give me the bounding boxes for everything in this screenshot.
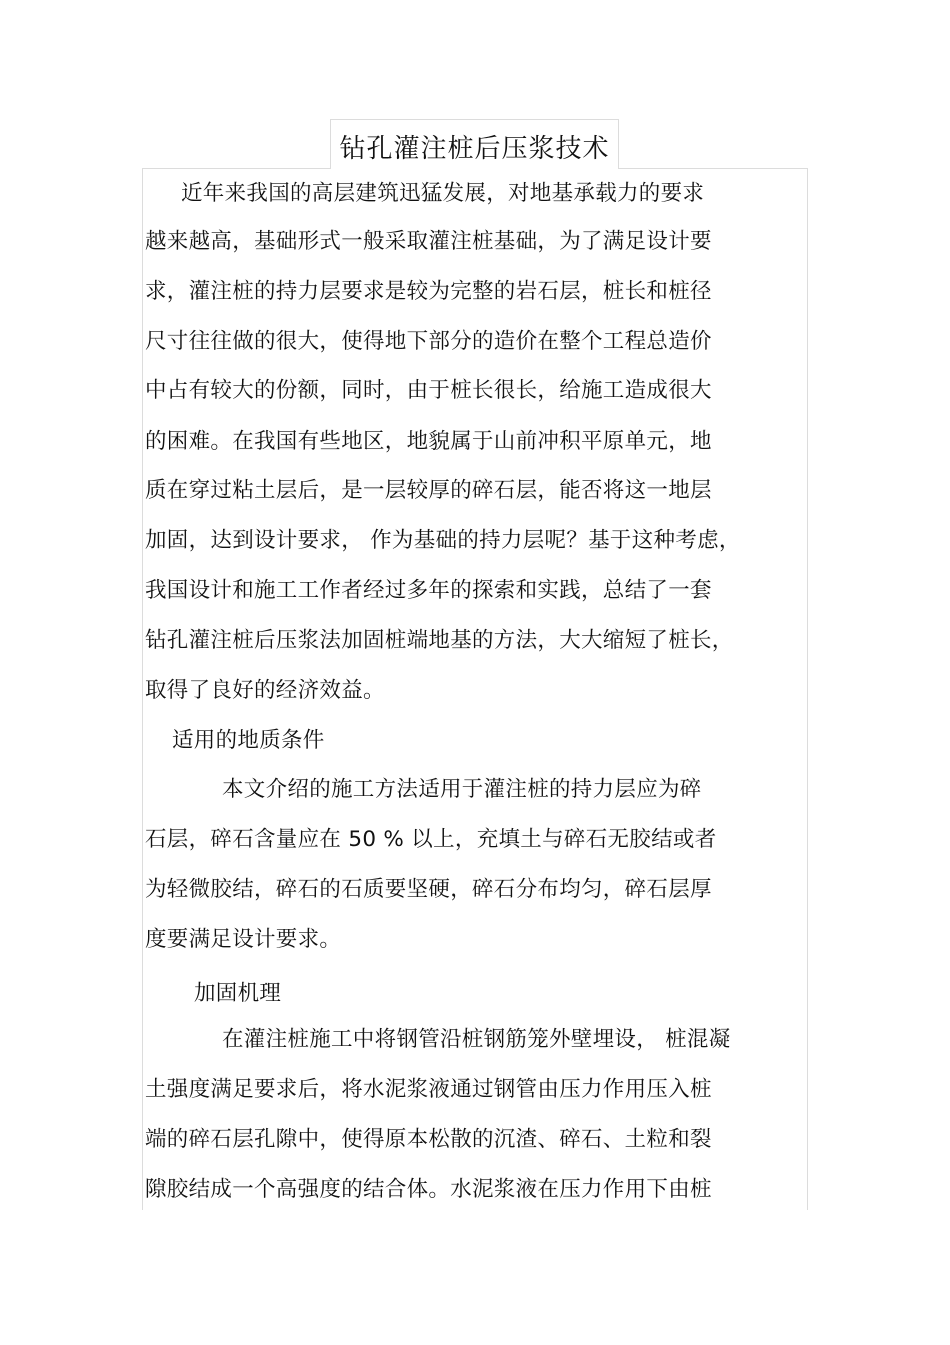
text-frame-right-border <box>807 168 808 1210</box>
document-title: 钻孔灌注桩后压浆技术 <box>339 134 610 164</box>
section-heading: 加固机理 <box>194 981 282 1006</box>
paragraph-line: 本文介绍的施工方法适用于灌注桩的持力层应为碎 <box>222 777 702 802</box>
paragraph-line: 近年来我国的高层建筑迅猛发展，对地基承载力的要求 <box>181 181 705 206</box>
text-frame-left-border <box>142 168 143 1210</box>
paragraph-line: 土强度满足要求后，将水泥浆液通过钢管由压力作用压入桩 <box>145 1077 712 1102</box>
paragraph-line: 尺寸往往做的很大，使得地下部分的造价在整个工程总造价 <box>145 329 712 354</box>
paragraph-line: 中占有较大的份额，同时，由于桩长很长，给施工造成很大 <box>145 378 712 403</box>
paragraph-line: 度要满足设计要求。 <box>145 927 342 952</box>
paragraph-line: 端的碎石层孔隙中，使得原本松散的沉渣、碎石、土粒和裂 <box>145 1127 712 1152</box>
paragraph-line: 钻孔灌注桩后压浆法加固桩端地基的方法，大大缩短了桩长， <box>145 628 734 653</box>
paragraph-line: 质在穿过粘土层后，是一层较厚的碎石层，能否将这一地层 <box>145 478 712 503</box>
paragraph-line: 石层，碎石含量应在 50 % 以上，充填土与碎石无胶结或者 <box>145 827 717 852</box>
paragraph-line: 取得了良好的经济效益。 <box>145 678 385 703</box>
paragraph-line: 求，灌注桩的持力层要求是较为完整的岩石层，桩长和桩径 <box>145 279 712 304</box>
title-box <box>330 119 619 169</box>
paragraph-line: 在灌注桩施工中将钢管沿桩钢筋笼外壁埋设， 桩混凝 <box>222 1027 731 1052</box>
paragraph-line: 的困难。在我国有些地区，地貌属于山前冲积平原单元，地 <box>145 429 712 454</box>
paragraph-line: 我国设计和施工工作者经过多年的探索和实践，总结了一套 <box>145 578 712 603</box>
paragraph-line: 加固，达到设计要求， 作为基础的持力层呢？基于这种考虑， <box>145 528 741 553</box>
paragraph-line: 为轻微胶结，碎石的石质要坚硬，碎石分布均匀，碎石层厚 <box>145 877 712 902</box>
paragraph-line: 越来越高，基础形式一般采取灌注桩基础，为了满足设计要 <box>145 229 712 254</box>
section-heading: 适用的地质条件 <box>172 728 325 753</box>
paragraph-line: 隙胶结成一个高强度的结合体。水泥浆液在压力作用下由桩 <box>145 1177 712 1202</box>
